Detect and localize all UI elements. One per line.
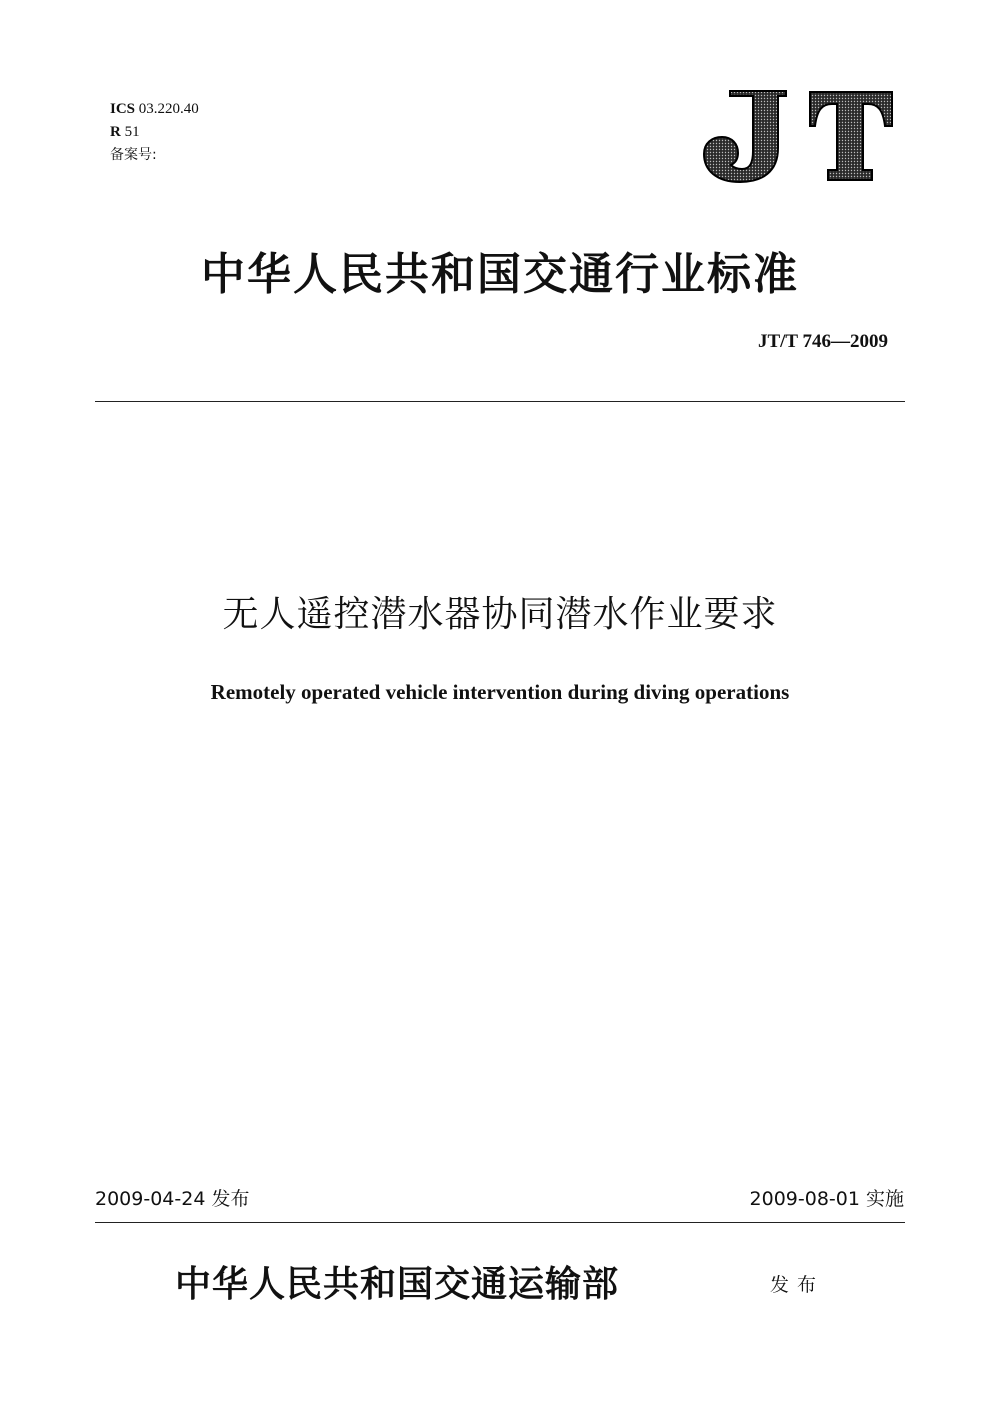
industry-standard-title: 中华人民共和国交通行业标准 [201,249,799,300]
issuing-authority: 中华人民共和国交通运输部 [175,1263,620,1305]
document-title-cn: 无人遥控潜水器协同潜水作业要求 [222,594,778,635]
record-number-label: 备案号: [110,147,157,163]
bottom-divider [95,1222,905,1223]
jt-logo [700,88,895,184]
issue-label: 发布 [770,1274,825,1296]
document-title-en: Remotely operated vehicle intervention during diving operations [210,680,790,704]
classification-code: R 51 [110,124,140,140]
implement-date: 2009-08-01 实施 [749,1188,904,1210]
standard-number: JT/T 746—2009 [757,331,888,352]
ics-code: ICS 03.220.40 [110,101,199,117]
publish-date: 2009-04-24 发布 [95,1188,250,1210]
top-divider [95,401,905,402]
